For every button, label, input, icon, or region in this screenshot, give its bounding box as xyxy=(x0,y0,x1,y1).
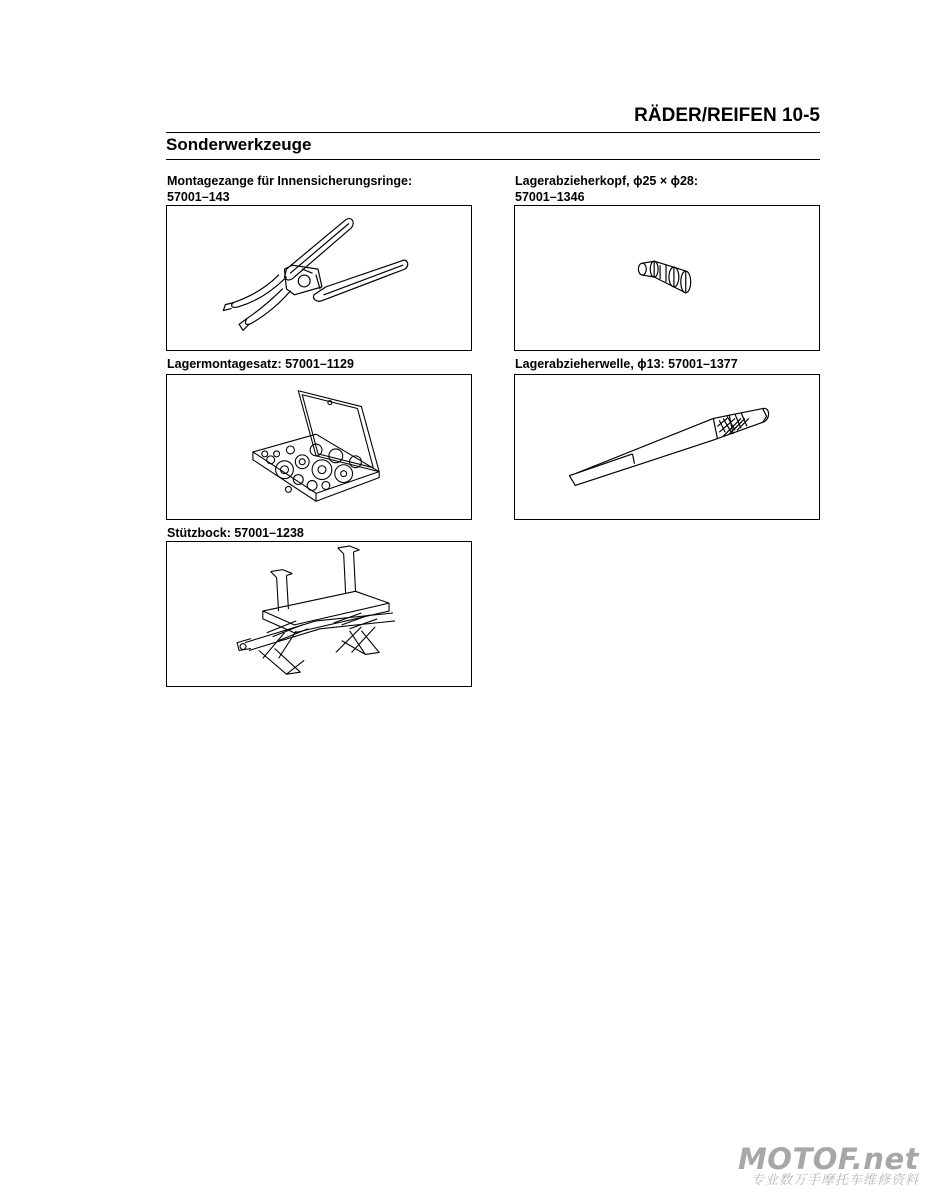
tool-name: Montagezange für Innensicherungsringe: xyxy=(167,174,413,188)
bearing-driver-set-icon xyxy=(167,375,471,519)
tool-part-number: 57001–1346 xyxy=(515,190,585,204)
tool-label-circlip-pliers xyxy=(167,173,487,205)
section-title: Sonderwerkzeuge xyxy=(166,135,312,154)
jack-stand-figure xyxy=(166,541,472,687)
tool-name: Lagerabzieherwelle, ϕ13: 57001–1377 xyxy=(515,357,738,371)
tool-label-bearing-puller-shaft xyxy=(515,356,835,372)
watermark xyxy=(738,1144,919,1188)
bearing-puller-head-figure xyxy=(514,205,820,351)
bearing-driver-set-figure xyxy=(166,374,472,520)
bearing-puller-shaft-figure xyxy=(514,374,820,520)
tool-name: Stützbock: 57001–1238 xyxy=(167,526,304,540)
watermark-tagline: 专业数万手摩托车维修资料 xyxy=(750,1173,919,1188)
section-rule xyxy=(166,159,820,160)
tool-name: Lagermontagesatz: 57001–1129 xyxy=(167,357,354,371)
tool-label-bearing-puller-head xyxy=(515,173,835,205)
tool-name: Lagerabzieherkopf, ϕ25 × ϕ28: xyxy=(515,174,699,188)
chapter-title: RÄDER/REIFEN 10-5 xyxy=(634,105,820,126)
bearing-puller-shaft-icon xyxy=(515,375,819,519)
tool-part-number: 57001–143 xyxy=(167,190,230,204)
bearing-puller-head-icon xyxy=(515,206,819,350)
jack-stand-icon xyxy=(167,542,471,686)
header-rule xyxy=(166,132,820,133)
tool-label-bearing-driver-set xyxy=(167,356,487,372)
watermark-logo: MOTOF.net xyxy=(737,1142,919,1176)
circlip-pliers-figure xyxy=(166,205,472,351)
circlip-pliers-icon xyxy=(167,206,471,350)
tool-label-jack-stand xyxy=(167,525,487,541)
